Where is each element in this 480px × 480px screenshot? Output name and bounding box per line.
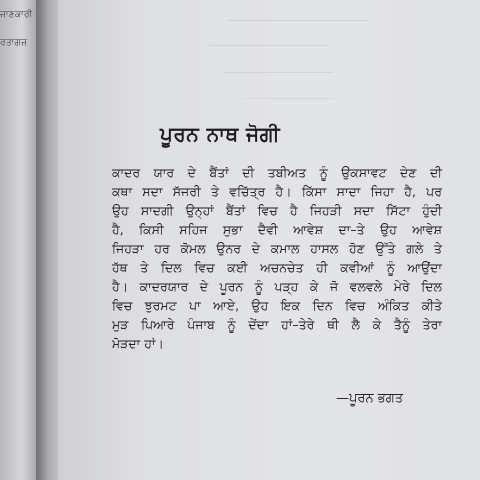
body-line: ਵਿਚ ਝੁਰਮਟ ਪਾ ਆਏ, ਉਹ ਇਕ ਦਿਨ ਵਿਚ ਅੰਕਿਤ ਕੀਤੇ xyxy=(112,298,442,313)
attribution: —ਪੂਰਨ ਭਗਤ xyxy=(336,391,404,406)
left-page-text-fragment: ਰਤਾਗਜ਼ xyxy=(0,38,28,48)
page-title: ਪੂਰਨ ਨਾਥ ਜੋਗੀ xyxy=(160,122,281,146)
body-line: ਕਥਾ ਸਦਾ ਸੱਜਰੀ ਤੇ ਵਚਿੱਤ੍ਰ ਹੈ। ਕਿੱਸਾ ਸਾਦਾ ਜਿਹਾ ਹੈ, ਪਰ xyxy=(112,184,442,199)
body-line: ਮੁੜ ਪਿਆਰੇ ਪੰਜਾਬ ਨੂੰ ਦੇਂਦਾ ਹਾਂ–ਤੇਰੇ ਥੀ ਲੈ ਕੇ ਤੈਨੂੰ ਤੇਰਾ xyxy=(112,317,442,332)
show-through-text xyxy=(223,72,333,81)
body-line: ਮੋੜਦਾ ਹਾਂ। xyxy=(112,336,164,351)
left-page-text-fragment: ਜਾਣਕਾਰੀ xyxy=(0,10,33,20)
body-line: ਹੈ। ਕਾਦਰਯਾਰ ਦੇ ਪੂਰਨ ਨੂੰ ਪੜ੍ਹ ਕੇ ਜੋ ਵਲਵਲੇ ਮੇਰੇ ਦਿਲ xyxy=(112,279,442,294)
body-line: ਹੱਥ ਤੇ ਦਿਲ ਵਿਚ ਕਈ ਅਚਨਚੇਤ ਹੀ ਕਵੀਆਂ ਨੂੰ ਆਉਂਦਾ xyxy=(112,260,442,275)
body-line: ਹੈ, ਕਿਸੀ ਸਹਿਜ ਸੁਭਾ ਦੈਵੀ ਆਵੇਸ਼ ਦਾ–ਤੇ ਉਹ ਆਵੇਸ਼ xyxy=(112,222,442,237)
body-line: ਉਹ ਸਾਦਗੀ ਉਨ੍ਹਾਂ ਬੈਂਤਾਂ ਵਿਚ ਹੈ ਜਿਹੜੀ ਸਦਾ ਸਿੱਟਾ ਹੁੰਦੀ xyxy=(112,203,442,218)
left-page-edge xyxy=(0,0,40,480)
show-through-text xyxy=(228,20,368,29)
body-line: ਜਿਹੜਾ ਹਰ ਕੋਮਲ ਉਨਰ ਦੇ ਕਮਾਲ ਹਾਸਲ ਹੋਣ ਉੱਤੇ ਗਲੇ ਤੇ xyxy=(112,241,442,256)
show-through-text xyxy=(208,45,328,54)
article-body xyxy=(112,163,442,353)
body-line: ਕਾਦਰ ਯਾਰ ਦੇ ਬੈਂਤਾਂ ਦੀ ਤਬੀਅਤ ਨੂੰ ਉਕਸਾਵਟ ਦੇਣ ਦੀ xyxy=(112,165,442,180)
show-through-text xyxy=(243,98,333,107)
